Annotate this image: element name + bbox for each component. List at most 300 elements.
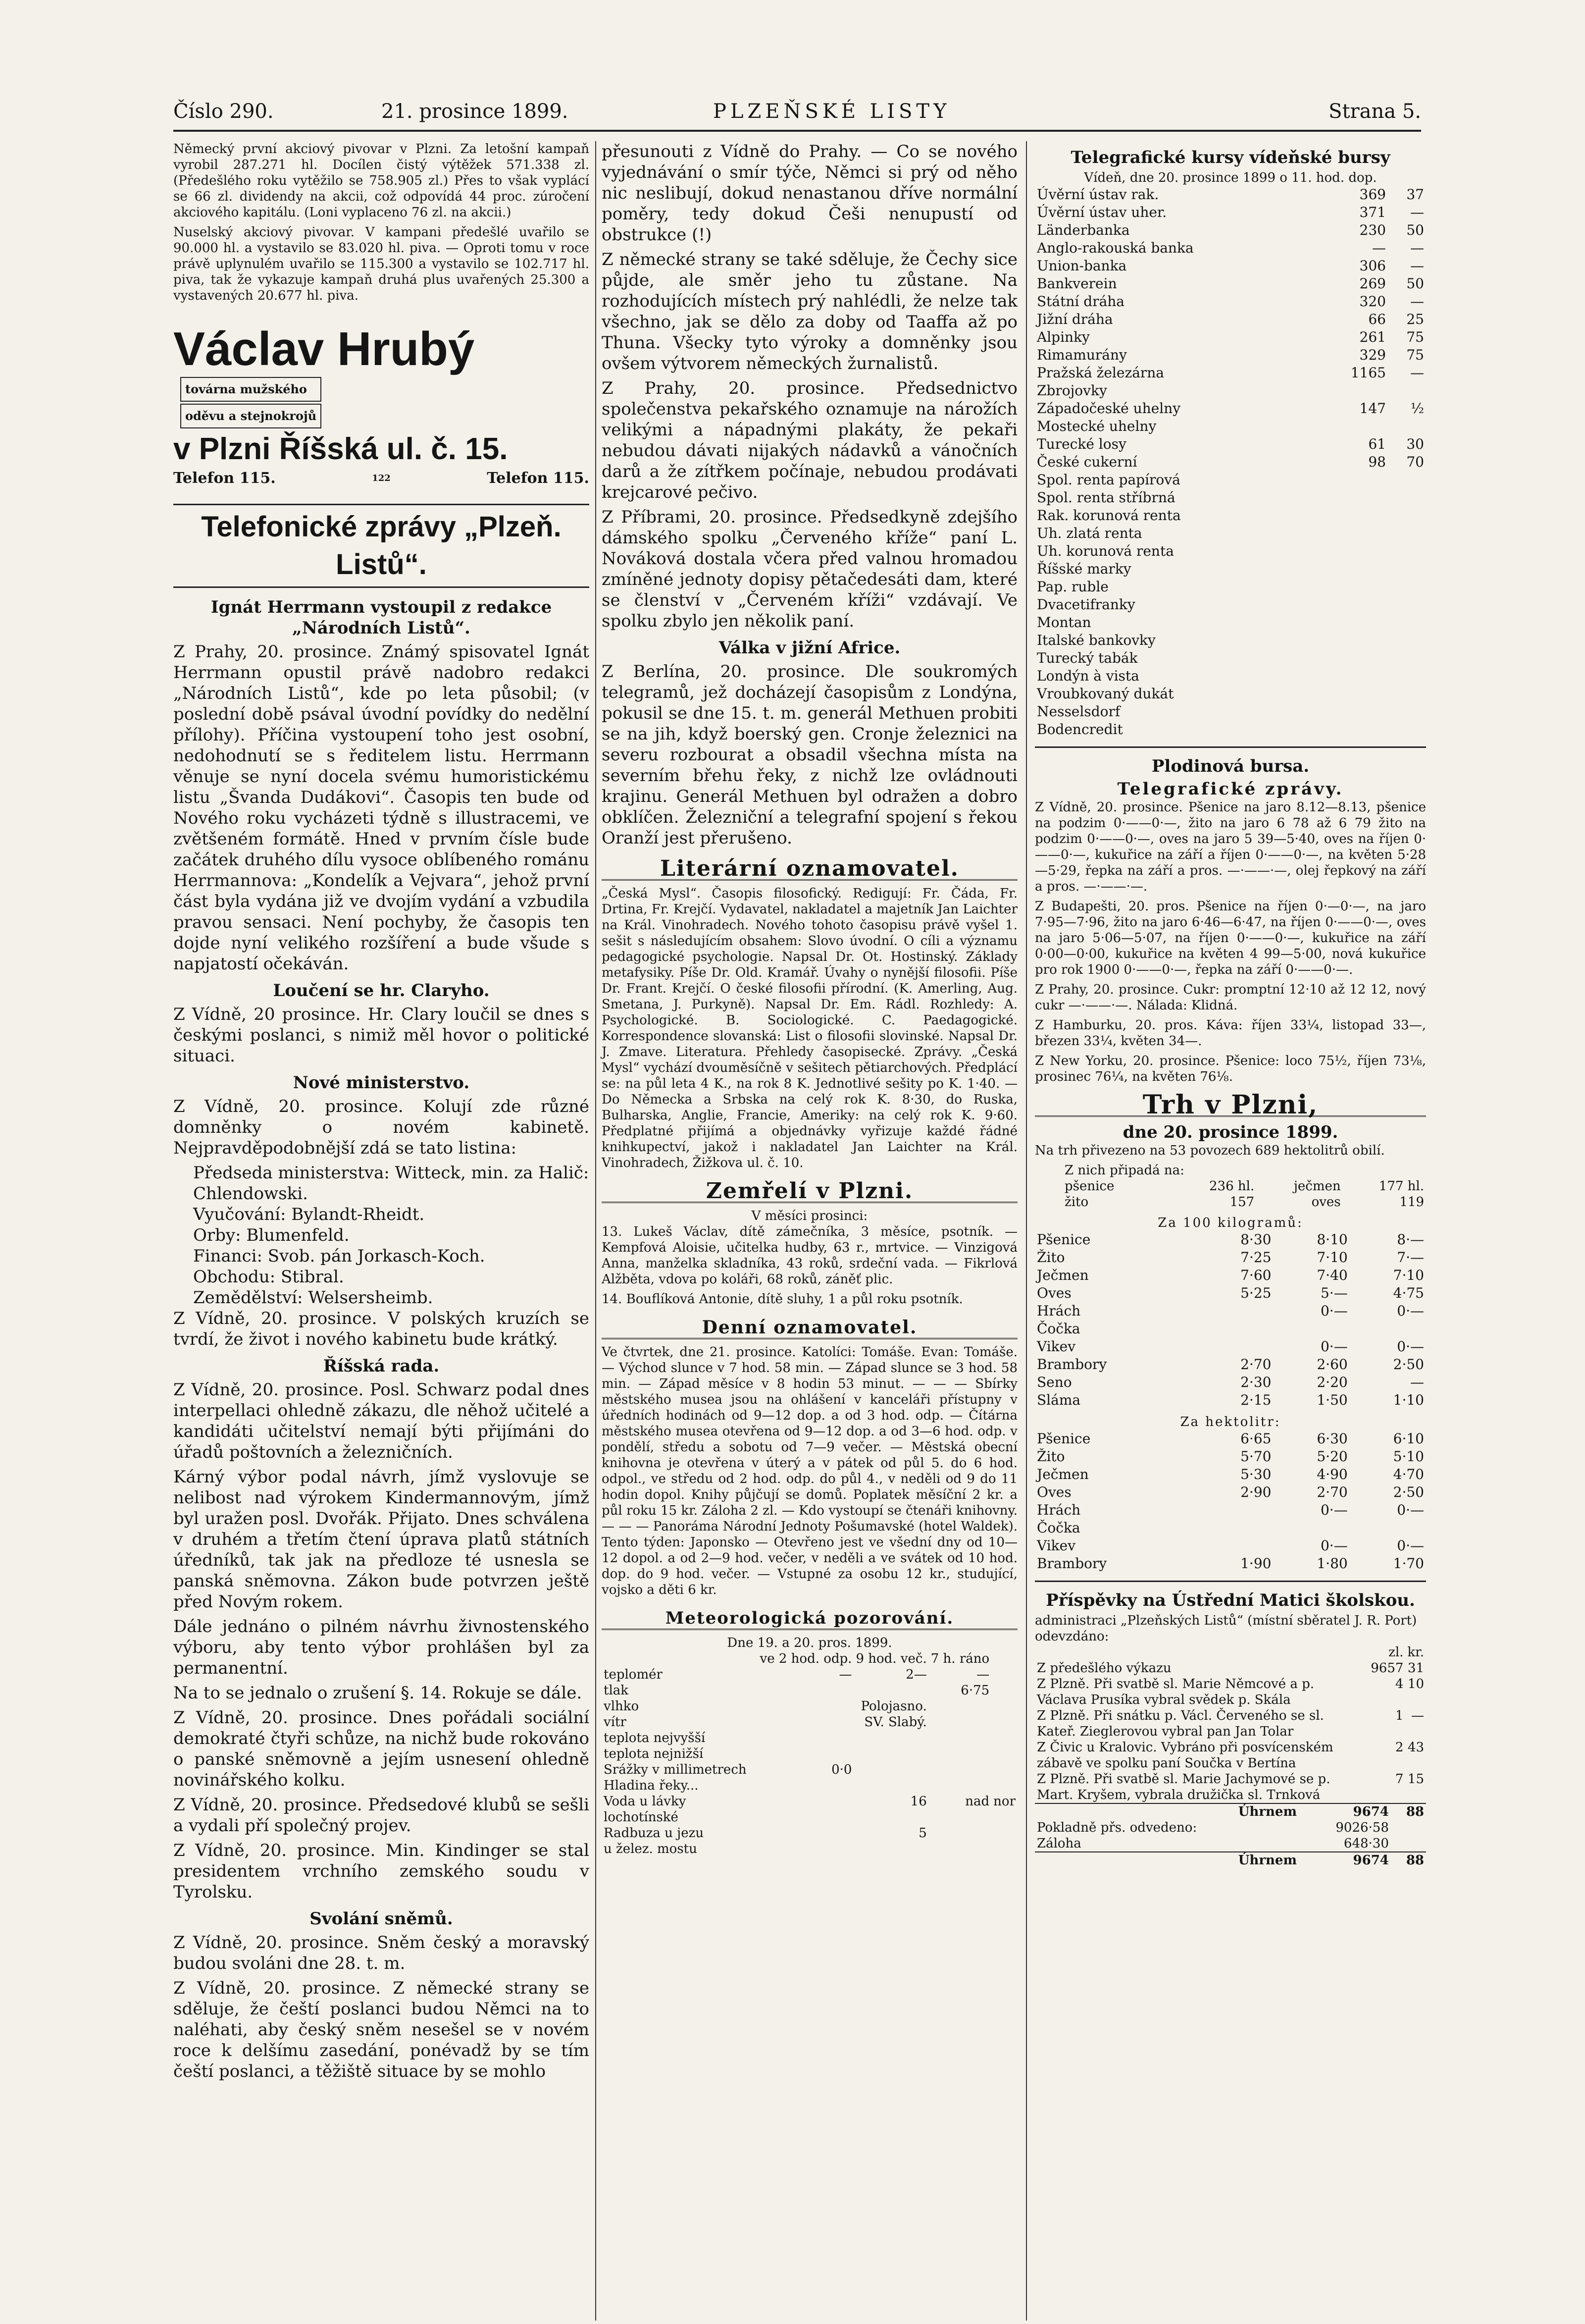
cell xyxy=(1273,1320,1349,1338)
cell xyxy=(929,1746,991,1762)
cell: nad xyxy=(965,1794,990,1809)
cell xyxy=(929,1825,991,1841)
table-row xyxy=(1035,507,1426,525)
newspaper-title: PLZEŇSKÉ LISTY xyxy=(713,100,951,123)
cell: 7·40 xyxy=(1317,1267,1348,1283)
row-label: Srážky v millimetrech xyxy=(604,1762,747,1777)
article-polish-circles: Z Vídně, 20. prosince. V polských kruzích se tvrdí, že život i nového kabinetu bude krátký. xyxy=(173,1309,589,1349)
cell: — xyxy=(1410,240,1424,256)
cell: 88 xyxy=(1391,1852,1426,1868)
table-row xyxy=(1035,1803,1426,1820)
row-label: Sláma xyxy=(1037,1392,1081,1408)
market-heading: Trh v Plzni, xyxy=(1035,1095,1426,1117)
cell: 5·25 xyxy=(1240,1285,1272,1301)
table-row xyxy=(602,1698,1018,1714)
cell xyxy=(1388,632,1426,649)
cell xyxy=(1197,1320,1273,1338)
table-row xyxy=(1035,578,1426,596)
row-label: Brambory xyxy=(1037,1555,1107,1572)
table-row xyxy=(1035,1320,1426,1338)
cell: 2·20 xyxy=(1317,1374,1348,1390)
row-label: Dvacetifranky xyxy=(1037,596,1135,613)
row-label: Z Plzně. Při svatbě sl. Marie Jachymové se p. Mart. Kryšem, vybrala družička sl. Trnková xyxy=(1037,1772,1330,1802)
article-herrmann: Z Prahy, 20. prosince. Známý spisovatel Ignát Herrmann opustil právě nadobro redakci „Národních Listů“, kde po leta působil; (v poslední době psával úvodní povídky do nedělní přílohy). Příčina vystoupení toho jest osobní, nedohodnutí se s ředitelem listu. Herrmann věnuje se nyní docela svému humoristickému listu „Švanda Dudákovi“. Časopis ten bude od Nového roku vycházeti týdně s illustracemi, ve zvětšeném formátě. Hned v prvním čísle bude začátek druhého dílu vysoce oblíbeného románu Herrmannova: „Kondelík a Vejvara“, jehož první část byla vydána již ve dvojím vydání a vzbudila pravou sensaci. Není pochyby, že časopis ten dojde nyní velikého rozšíření a bude všude s napjatostí očekáván. xyxy=(173,642,589,974)
grain-hamburg: Z Hamburku, 20. pros. Káva: říjen 33¼, listopad 33—, březen 33¼, květen 34—. xyxy=(1035,1018,1426,1049)
per-hectolitre-heading: Za hektolitr: xyxy=(1180,1415,1281,1429)
cell: 37 xyxy=(1406,186,1424,203)
article-diets-1: Z Vídně, 20. prosince. Sněm český a moravský budou svoláni dne 28. t. m. xyxy=(173,1933,589,1973)
issue-date: 21. prosince 1899. xyxy=(381,100,568,123)
telephone-news-heading: Telefonické zprávy „Plzeň. Listů“. xyxy=(173,504,589,588)
table-row xyxy=(1035,346,1426,364)
table-row xyxy=(1035,1430,1426,1448)
ad-tagline-2: oděvu a stejnokrojů xyxy=(180,404,321,428)
deaths-list-2: 14. Bouflíková Antonie, dítě sluhy, 1 a půl roku psotník. xyxy=(602,1292,963,1307)
cell: 2 xyxy=(1395,1740,1404,1755)
row-label: Spol. renta stříbrná xyxy=(1037,489,1176,506)
cell: 0·0 xyxy=(831,1762,852,1777)
table-row xyxy=(1035,489,1426,507)
grain-exchange-subheading: Telegrafické zprávy. xyxy=(1117,779,1344,799)
table-row xyxy=(1035,311,1426,328)
market-date: dne 20. prosince 1899. xyxy=(1123,1122,1338,1142)
row-label: teplota nejnižší xyxy=(604,1746,704,1761)
table-row xyxy=(1035,667,1426,685)
table-row xyxy=(1035,1708,1426,1740)
cell xyxy=(758,1841,854,1857)
total-label: Úhrnem xyxy=(1035,1852,1299,1868)
table-row xyxy=(1035,418,1426,435)
cell xyxy=(758,1825,854,1841)
table-row xyxy=(1035,1391,1426,1409)
table-row xyxy=(1035,649,1426,667)
cell: 98 xyxy=(1368,454,1386,470)
cell: 329 xyxy=(1359,347,1386,363)
table-row xyxy=(1035,204,1426,221)
cell xyxy=(854,1746,928,1762)
cell: 8·30 xyxy=(1240,1231,1272,1248)
cell: — xyxy=(1410,293,1424,310)
row-label: Jižní dráha xyxy=(1037,311,1113,327)
cell: ½ xyxy=(1410,400,1424,417)
cell: 9674 xyxy=(1299,1803,1391,1820)
grain-prague: Z Prahy, 20. prosince. Cukr: promptní 12·10 až 12 12, nový cukr —·——·—. Nálada: Klidná. xyxy=(1035,982,1426,1013)
row-label: Italské bankovky xyxy=(1037,632,1156,648)
cell: — xyxy=(1411,1708,1424,1723)
deaths-list-1: 13. Lukeš Václav, dítě zámečníka, 3 měsíce, psotník. — Kempfová Aloisie, učitelka hudby, 63 r., mrtvice. — Vinzigová Anna, manželka skladníka, 43 roků, srdeční vada. — Fikrlová Alžběta, vdova po koláři, 68 roků, záněť plic. xyxy=(602,1224,1018,1287)
market-summary-table xyxy=(1035,1178,1426,1210)
row-label: Z předešlého výkazu xyxy=(1037,1661,1172,1676)
table-row xyxy=(1035,560,1426,578)
cell xyxy=(1388,596,1426,614)
cell xyxy=(1319,471,1388,489)
cell: 2·30 xyxy=(1240,1374,1272,1390)
ad-phone-left: Telefon 115. xyxy=(173,470,276,487)
table-row xyxy=(1035,1356,1426,1373)
cell xyxy=(929,1778,991,1794)
column-divider-2 xyxy=(1026,141,1027,2321)
table-row xyxy=(1035,1194,1426,1210)
cell xyxy=(1319,703,1388,721)
table-row xyxy=(602,1825,1018,1841)
article-diets-2: Z Vídně, 20. prosince. Z německé strany se sděluje, že čeští poslanci budou Němci na to naléhati, aby český sněm nesešel se v novém roce k delšímu zasedání, ponévadž by se tím čeští poslanci, a těžiště situace by se mohlo xyxy=(173,1978,589,2081)
table-row xyxy=(1035,1771,1426,1803)
row-label: Uh. korunová renta xyxy=(1037,543,1174,559)
row-label: Seno xyxy=(1037,1374,1072,1390)
row-label: Zbrojovky xyxy=(1037,382,1107,399)
cell: 7·25 xyxy=(1240,1249,1272,1266)
table-row xyxy=(1035,685,1426,703)
row-label: Rimamurány xyxy=(1037,347,1127,363)
table-row xyxy=(1035,1820,1426,1836)
cell xyxy=(854,1778,928,1794)
row-label: Z Plzně. Při snátku p. Václ. Červeného se sl. Kateř. Zieglerovou vybral pan Jan Tolar xyxy=(1037,1708,1324,1739)
row-label: Státní dráha xyxy=(1037,293,1125,310)
cell xyxy=(758,1746,854,1762)
header-rule xyxy=(173,130,1421,132)
table-row xyxy=(602,1730,1018,1746)
article-reichsrat-4: Na to se jednalo o zrušení §. 14. Rokuje se dále. xyxy=(173,1683,582,1703)
vienna-exchange-heading: Telegrafické kursy vídeňské bursy xyxy=(1071,148,1390,167)
cell xyxy=(854,1730,928,1746)
article-heading-boer-war: Válka v jižní Africe. xyxy=(718,638,901,658)
cell: 70 xyxy=(1406,454,1424,470)
table-row xyxy=(1035,1448,1426,1466)
article-clary: Z Vídně, 20 prosince. Hr. Clary loučil se dnes s českými poslanci, s nimiž měl hovor o politické situaci. xyxy=(173,1004,589,1066)
cell xyxy=(1319,418,1388,435)
cell xyxy=(1197,1519,1273,1537)
cell: 1165 xyxy=(1350,365,1386,381)
table-row xyxy=(1035,542,1426,560)
row-label: Anglo-rakouská banka xyxy=(1037,240,1194,256)
article-reichsrat-1: Z Vídně, 20. prosince. Posl. Schwarz podal dnes interpellaci ohledně zákazu, dle něhož učitelé a kandidáti učitelství nemají býti přijímáni do úřadů poštovních a železničních. xyxy=(173,1380,589,1462)
ad-tagline-1: továrna mužského xyxy=(180,377,321,402)
table-row xyxy=(1035,293,1426,311)
cell xyxy=(1388,578,1426,596)
table-header: 7 h. ráno xyxy=(930,1651,990,1666)
table-row xyxy=(1035,1852,1426,1868)
table-header: zl. xyxy=(1388,1645,1404,1660)
cell xyxy=(991,1841,1018,1857)
cell: 147 xyxy=(1359,400,1386,417)
row-label: Union-banka xyxy=(1037,258,1127,274)
cell xyxy=(1319,649,1388,667)
ad-company-name: Václav Hrubý xyxy=(173,322,475,375)
cell: 177 hl. xyxy=(1379,1179,1424,1194)
grain-budapest: Z Budapešti, 20. pros. Pšenice na říjen 0·—0·—, na jaro 7·95—7·96, žito na jaro 6·46—6·47, na říjen 0·——0·—, oves na jaro 5·06—5·07, na říjen 0·——0·—, kukuřice na září 0·00—0·00, kukuřice na květen 4 99—5·00, nová kukuřice pro rok 1900 0·——0·—, řepka na září 0·——0·—. xyxy=(1035,899,1426,977)
row-label: Radbuza u jezu xyxy=(604,1826,704,1841)
table-row xyxy=(602,1762,1018,1778)
table-row xyxy=(1035,1338,1426,1356)
brewery-report-1: Německý první akciový pivovar v Plzni. Za letošní kampaň vyrobil 287.271 hl. Docílen čistý výtěžek 571.338 zl. (Předešlého roku vytěžilo se 758.905 zl.) Přes to však vyplácí se 66 zl. dividendy na akcii, což odpovídá 44 proc. zúročení akciového kapitálu. (Loni vyplaceno 76 zl. na akcii.) xyxy=(173,142,589,220)
row-label: Montan xyxy=(1037,614,1091,631)
row-label: Londýn à vista xyxy=(1037,668,1139,684)
issue-number: Číslo 290. xyxy=(173,100,274,123)
cell: 1·10 xyxy=(1393,1392,1424,1408)
cell: oves xyxy=(1311,1195,1341,1210)
row-label: Čočka xyxy=(1037,1320,1080,1337)
cell xyxy=(854,1762,928,1778)
cell: 0·— xyxy=(1320,1338,1348,1355)
column-2 xyxy=(602,141,1018,1857)
article-heading-ministry: Nové ministerstvo. xyxy=(293,1073,470,1093)
cell xyxy=(1319,560,1388,578)
cell xyxy=(1319,578,1388,596)
table-row xyxy=(1035,721,1426,739)
row-label: Länderbanka xyxy=(1037,222,1130,238)
cell: 6·10 xyxy=(1393,1430,1424,1447)
table-header: 9 hod. več. xyxy=(856,1651,927,1666)
cell: 119 xyxy=(1399,1195,1424,1210)
cell: 1·50 xyxy=(1317,1392,1348,1408)
cell: 648·30 xyxy=(1343,1836,1389,1851)
ad-tagline xyxy=(180,375,321,430)
row-label: Z Plzně. Při svatbě sl. Marie Němcové a p. Václava Prusíka vybral svědek p. Skála xyxy=(1037,1677,1315,1707)
table-row xyxy=(1035,1267,1426,1284)
article-social-democrats: Z Vídně, 20. prosince. Dnes pořádali sociální demokraté čtyři schůze, na nichž bude rokováno o panské sněmovně a jejím usnesení ohledně novinářského kolku. xyxy=(173,1708,589,1790)
advertisement-hruby xyxy=(173,323,589,489)
row-label: Hladina řeky... xyxy=(604,1778,699,1793)
table-row xyxy=(1035,1676,1426,1708)
cell xyxy=(1388,560,1426,578)
row-label: Ječmen xyxy=(1037,1466,1089,1482)
cell: 4·90 xyxy=(1317,1466,1348,1482)
article-boer-war: Z Berlína, 20. prosince. Dle soukromých telegramů, jež docházejí časopisům z Londýna, pokusil se dne 15. t. m. generál Methuen probiti se na jih, když boerský gen. Cronje železnici na severu rozbourat a obsadil všechna místa na severním břehu řeky, z nichž lze ovládnouti krajinu. Generál Methuen byl odražen a dobro obklíčen. Železniční a telegrafní spojení s řekou Oranží jest přerušeno. xyxy=(602,662,1018,848)
cell xyxy=(1197,1302,1273,1320)
cell xyxy=(991,1825,1018,1841)
table-row xyxy=(1035,1373,1426,1391)
cell: 75 xyxy=(1406,329,1424,345)
minister-item: Předseda ministerstva: Witteck, min. za Halič: Chlendowski. xyxy=(193,1163,589,1204)
cell: 2·70 xyxy=(1240,1356,1272,1373)
cell: 2·60 xyxy=(1317,1356,1348,1373)
row-label: Vikev xyxy=(1037,1537,1076,1554)
cell: 2·15 xyxy=(1240,1392,1272,1408)
article-german-side: Z německé strany se také sděluje, že Čechy sice půjde, ale směr jeho tu zůstane. Na rozhodujících místech prý nahlédli, že nelze tak všechno, jak se dělo za doby od Taaffa až po Thuna. Všecky tyto výroky a domněnky jsou ovšem výtvorem německých žurnalistů. xyxy=(602,250,1018,373)
row-label: u želez. mostu xyxy=(604,1842,697,1856)
table-row xyxy=(602,1667,1018,1683)
article-heading-herrmann: Ignát Herrmann vystoupil z redakce „Národních Listů“. xyxy=(210,597,552,638)
table-row xyxy=(602,1714,1018,1730)
cell: 4·75 xyxy=(1393,1285,1424,1301)
per-100kg-table xyxy=(1035,1231,1426,1409)
cell: 7 xyxy=(1395,1772,1404,1787)
cell: 88 xyxy=(1391,1803,1426,1820)
row-label: Alpinky xyxy=(1037,329,1090,345)
cell: SV. Slabý. xyxy=(864,1715,927,1730)
row-label: Vroubkovaný dukát xyxy=(1037,686,1174,702)
row-label: Pšenice xyxy=(1037,1430,1091,1447)
market-breakdown-intro: Z nich připadá na: xyxy=(1065,1163,1184,1178)
ad-number: 122 xyxy=(372,473,391,483)
cell xyxy=(1273,1519,1349,1537)
row-label: Žito xyxy=(1037,1448,1065,1465)
article-heading-diets: Svolání sněmů. xyxy=(309,1909,453,1929)
row-label: Turecké losy xyxy=(1037,436,1126,452)
cell xyxy=(1350,1320,1426,1338)
cell: 236 hl. xyxy=(1209,1179,1255,1194)
table-row xyxy=(602,1746,1018,1762)
cell: — xyxy=(976,1667,990,1682)
minister-item: Vyučování: Bylandt-Rheidt. xyxy=(193,1205,425,1224)
minister-item: Orby: Blumenfeld. xyxy=(193,1225,350,1245)
row-label: Oves xyxy=(1037,1484,1072,1500)
row-label: Úvěrní ústav rak. xyxy=(1037,186,1159,203)
cell: 30 xyxy=(1406,436,1424,452)
cell xyxy=(1319,685,1388,703)
row-label: Pap. ruble xyxy=(1037,579,1109,595)
cell: 5·70 xyxy=(1240,1448,1272,1465)
literary-announcement: „Česká Mysl“. Časopis filosofický. Redigují: Fr. Čáda, Fr. Drtina, Fr. Krejčí. Vydavatel, nakladatel a majetník Jan Laichter na Král. Vinohradech. Nového tohoto časopisu právě vyšel 1. sešit s následujícím obsahem: Slovo úvodní. O cíli a významu pedagogické psychologie. Napsal Dr. Ot. Hostinský. Základy metafysiky. Píše Dr. Old. Kramář. Úvahy o nynější filosofii. Píše Dr. Frant. Krejčí. O české filosofii přírodní. (K. Amerling, Aug. Smetana, J. Purkyně). Napsal Dr. Em. Rádl. Rozhledy: A. Psychologické. B. Sociologické. C. Paedagogické. Korrespondence slovanská: List o filosofii slovinské. Napsal Dr. J. Zmave. Literatura. Přehledy časopisecké. Zprávy. „Česká Mysl“ vychází dvouměsíčně v sešitech pětiarchových. Předplácí se: na půl leta 4 K., na rok 8 K. Jednotlivé sešity po K. 1·40. — Do Německa a Srbska na celý rok K. 8·30, do Ruska, Bulharska, Anglie, Francie, Ameriky: na celý rok K. 9·60. Předplatné přijímá a objednávky vyřizuje každé řádné knihkupectví, jakož i nakladatel Jan Laichter na Král. Vinohradech, Žižkova ul. č. 10. xyxy=(602,886,1018,1170)
table-row xyxy=(1035,596,1426,614)
cell xyxy=(1388,685,1426,703)
table-header-row xyxy=(1035,1644,1426,1660)
matice-subheading: administraci „Plzeňských Listů“ (místní sběratel J. R. Port) odevzdáno: xyxy=(1035,1613,1417,1644)
table-row xyxy=(1035,525,1426,542)
ad-phone-right: Telefon 115. xyxy=(487,470,589,487)
table-row xyxy=(1035,632,1426,649)
cell: Polojasno. xyxy=(861,1699,927,1714)
column-divider-1 xyxy=(595,141,596,2321)
table-row xyxy=(1035,1836,1426,1852)
cell xyxy=(1388,382,1426,400)
table-row xyxy=(1035,435,1426,453)
row-label: vlhko xyxy=(604,1699,639,1714)
table-row xyxy=(1035,1519,1426,1537)
cell xyxy=(1388,471,1426,489)
table-row xyxy=(602,1841,1018,1857)
table-row xyxy=(1035,328,1426,346)
page-number: Strana 5. xyxy=(1329,100,1421,123)
row-label: Úvěrní ústav uher. xyxy=(1037,204,1167,220)
cell xyxy=(1319,721,1388,739)
per-hectolitre-table xyxy=(1035,1430,1426,1573)
cell xyxy=(1319,525,1388,542)
cell: nor xyxy=(993,1794,1016,1809)
cell xyxy=(1388,525,1426,542)
cell: 25 xyxy=(1406,311,1424,327)
cell: 16 xyxy=(910,1794,927,1809)
cell: 5·— xyxy=(1320,1285,1348,1301)
cell: 0·— xyxy=(1397,1338,1424,1355)
cell xyxy=(758,1794,854,1825)
table-row xyxy=(1035,1178,1426,1194)
ad-address: v Plzni Říšská ul. č. 15. xyxy=(173,432,508,466)
row-label: Bodencredit xyxy=(1037,721,1123,738)
cell xyxy=(929,1762,991,1778)
cell: 7·10 xyxy=(1393,1267,1424,1283)
deaths-intro: V měsíci prosinci: xyxy=(751,1209,868,1223)
row-label: Vikev xyxy=(1037,1338,1076,1355)
cell: — xyxy=(839,1667,852,1682)
row-label: Hrách xyxy=(1037,1502,1081,1518)
table-row xyxy=(1035,1501,1426,1519)
table-row xyxy=(1035,614,1426,632)
cell: 371 xyxy=(1359,204,1386,220)
cell xyxy=(1319,632,1388,649)
cell xyxy=(1319,382,1388,400)
page-header xyxy=(173,99,1421,124)
row-label: Žito xyxy=(1037,1249,1065,1266)
cell: 157 xyxy=(1229,1195,1255,1210)
cell: 1·70 xyxy=(1393,1555,1424,1572)
cell xyxy=(1388,614,1426,632)
cell: 6·75 xyxy=(961,1683,990,1698)
cell: ječmen xyxy=(1293,1179,1341,1194)
cell: 2·50 xyxy=(1393,1356,1424,1373)
cell: žito xyxy=(1065,1195,1089,1210)
cell xyxy=(1388,418,1426,435)
cell: — xyxy=(1410,204,1424,220)
table-row xyxy=(602,1683,1018,1698)
cell: 0·— xyxy=(1320,1537,1348,1554)
cell xyxy=(758,1714,854,1730)
cell: 5·30 xyxy=(1240,1466,1272,1482)
row-label: Pšenice xyxy=(1037,1231,1091,1248)
row-label: tlak xyxy=(604,1683,629,1698)
cell: 2·90 xyxy=(1240,1484,1272,1500)
cell xyxy=(1350,1519,1426,1537)
cell: 61 xyxy=(1368,436,1386,452)
table-row xyxy=(1035,1466,1426,1483)
meteorology-date: Dne 19. a 20. pros. 1899. xyxy=(727,1636,892,1650)
cell: 6·65 xyxy=(1240,1430,1272,1447)
row-label: Oves xyxy=(1037,1285,1072,1301)
daily-announcer-heading: Denní oznamovatel. xyxy=(602,1317,1018,1339)
row-label: Nesselsdorf xyxy=(1037,703,1121,720)
cell xyxy=(1197,1338,1273,1356)
meteorology-heading: Meteorologická pozorování. xyxy=(602,1608,1018,1630)
article-club-chairs: Z Vídně, 20. prosince. Předsedové klubů se sešli a vydali pří společný projev. xyxy=(173,1795,589,1836)
row-label: teplota nejvyšší xyxy=(604,1731,706,1745)
cell: 0·— xyxy=(1397,1537,1424,1554)
cell: 31 xyxy=(1407,1661,1424,1676)
cell: 7·10 xyxy=(1317,1249,1348,1266)
meteorology-table xyxy=(602,1651,1018,1857)
row-label: Pokladně přs. odvedeno: xyxy=(1037,1820,1197,1835)
grain-newyork: Z New Yorku, 20. prosince. Pšenice: loco 75½, říjen 73⅛, prosinec 76¼, na květen 76⅛. xyxy=(1035,1054,1426,1084)
cell: 66 xyxy=(1368,311,1386,327)
cell: 8·— xyxy=(1397,1231,1424,1248)
table-row xyxy=(602,1778,1018,1794)
row-label: Spol. renta papírová xyxy=(1037,472,1180,488)
cell: 7·60 xyxy=(1240,1267,1272,1283)
cell: — xyxy=(1410,1374,1424,1390)
cell xyxy=(1388,507,1426,525)
cell xyxy=(929,1730,991,1746)
cell xyxy=(1388,542,1426,560)
cell xyxy=(1319,542,1388,560)
row-label: Ječmen xyxy=(1037,1267,1089,1283)
cell xyxy=(1388,667,1426,685)
table-row xyxy=(1035,364,1426,382)
table-header: ve 2 hod. odp. xyxy=(760,1651,852,1666)
cell: 7·— xyxy=(1397,1249,1424,1266)
table-row xyxy=(1035,1284,1426,1302)
table-row xyxy=(1035,1740,1426,1771)
article-continued: přesunouti z Vídně do Prahy. — Co se nového vyjednávání o smír týče, Němci si prý od něho nic neslibují, dokud nenastanou dříve normální poměry, tedy dokud Češi nenupustí od obstrukce (!) xyxy=(602,142,1018,245)
article-ministry: Z Vídně, 20. prosince. Kolují zde různé domněnky o novém kabinetě. Nejpravděpodobnější zdá se tato listina: xyxy=(173,1097,589,1158)
per-100kg-heading: Za 100 kilogramů: xyxy=(1158,1215,1303,1230)
cell: 0·— xyxy=(1320,1502,1348,1518)
cell: 0·— xyxy=(1397,1303,1424,1319)
row-label: Z Čivic u Kralovic. Vybráno při posvícenském zábavě ve spolku paní Součka v Bertína xyxy=(1037,1740,1333,1771)
brewery-report-2: Nuselský akciový pivovar. V kampani předešlé uvařilo se 90.000 hl. a vystavilo se 83.020 hl. piva. — Oproti tomu v roce právě uplynulém uvařilo se 115.300 a vystavilo se 102.717 hl. piva, tak že vykazuje kampaň druhá plus uvařených 25.300 a vystavených 20.677 hl. piva. xyxy=(173,225,589,303)
daily-announcement: Ve čtvrtek, dne 21. prosince. Katolíci: Tomáše. Evan: Tomáše. — Východ slunce v 7 hod. 58 min. — Západ slunce se 3 hod. 58 min. — Západ měsíce v 8 hodin 53 minut. — — — Sbírky městského musea jsou na ohlášení v kanceláři přístupny v úředních hodinách od 9—12 dop. a od 3 hod. odp. — Čítárna městského musea otevřena od 9—12 dop. a od 3—6 hod. odp. v pondělí, středu a sobotu od 7—9 večer. — Městská obecní knihovna je otevřena v úterý a v pátek od půl 5. do 6 hod. odpol., ve středu od 2 hod. odp. do půl 4., v neděli od 9 do 11 hodin dopol. Knihy půjčují se domů. Poplatek měsíční 2 kr. a půl roku 15 kr. Záloha 2 zl. — Kdo vystoupí se čtenáři knihovny. — — — Panoráma Národní Jednoty Pošumavské (hotel Waldek). Tento týden: Japonsko — Otevřeno jest ve všední dny od 10—12 dopol. a od 2—9 hod. večer, v neděli a ve svátek od 10 hod. dop. do 9 hod. večer. — Vstupné za osobu 12 kr., studující, vojsko a děti 6 kr. xyxy=(602,1345,1018,1597)
article-bakers: Z Prahy, 20. prosince. Předsednictvo společenstva pekařského oznamuje na nárožích velikými a nápadnými plakáty, že pekaři nebudou dávati nijakých nádavků a vánočních darů a že zítřkem počínaje, nebudou prodávati krejcarové pečivo. xyxy=(602,378,1018,502)
table-row xyxy=(1035,1555,1426,1573)
deaths-heading: Zemřelí v Plzni. xyxy=(602,1181,1018,1203)
